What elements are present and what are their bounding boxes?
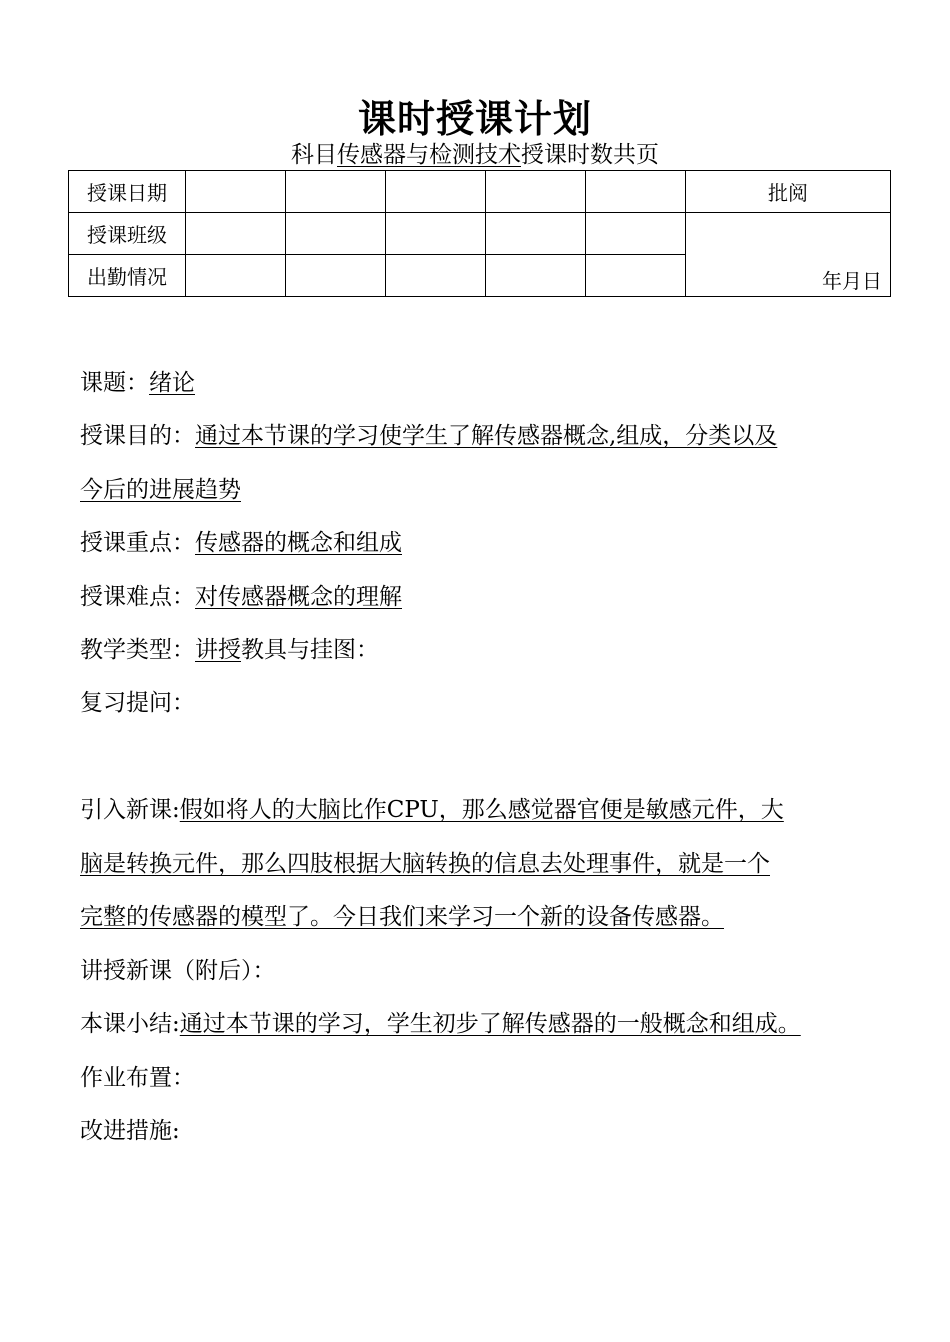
subject-line	[0, 140, 950, 170]
review-question-label: 复习提问：	[80, 690, 195, 716]
review-date: 年月日	[686, 213, 891, 297]
new-lesson-label: 讲授新课（附后）：	[80, 958, 276, 984]
table-cell	[186, 213, 286, 255]
table-cell	[386, 213, 486, 255]
intro-line-2	[80, 849, 770, 879]
page-title: 课时授课计划	[357, 97, 592, 141]
objective-line	[80, 421, 777, 451]
topic-value: 绪论	[149, 370, 195, 396]
objective-value-cont: 今后的进展趋势	[80, 477, 241, 503]
table-cell	[586, 171, 686, 213]
summary-value: 通过本节课的学习，学生初步了解传感器的一般概念和组成。	[179, 1011, 801, 1037]
summary-line	[80, 1009, 801, 1039]
objective-label: 授课目的：	[80, 423, 195, 449]
table-cell	[186, 171, 286, 213]
table-cell	[486, 213, 586, 255]
new-lesson-line	[80, 956, 276, 986]
teaching-aids-label: 教具与挂图：	[241, 637, 379, 663]
intro-label: 引入新课:	[80, 797, 180, 823]
homework-label: 作业布置：	[80, 1065, 195, 1091]
improvement-line	[80, 1116, 180, 1146]
table-cell	[286, 255, 386, 297]
table-cell	[386, 255, 486, 297]
summary-label: 本课小结:	[80, 1011, 180, 1037]
improvement-label: 改进措施:	[80, 1118, 180, 1144]
table-cell	[386, 171, 486, 213]
intro-value-end: 完整的传感器的模型了。今日我们来学习一个新的设备传感器。	[80, 904, 724, 930]
table-cell	[186, 255, 286, 297]
table-cell	[486, 171, 586, 213]
difficulty-label: 授课难点：	[80, 584, 195, 610]
table-cell	[586, 213, 686, 255]
intro-line	[80, 795, 784, 825]
key-point-value: 传感器的概念和组成	[195, 530, 402, 556]
difficulty-line	[80, 582, 402, 612]
intro-line-3	[80, 902, 724, 932]
review-question-line	[80, 688, 195, 718]
homework-line	[80, 1063, 195, 1093]
teaching-type-label: 教学类型：	[80, 637, 195, 663]
row-label-class: 授课班级	[69, 213, 186, 255]
difficulty-value: 对传感器概念的理解	[195, 584, 402, 610]
key-point-line	[80, 528, 402, 558]
table-row	[69, 171, 891, 213]
objective-value: 通过本节课的学习使学生了解传感器概念,组成，分类以及	[195, 423, 778, 449]
row-label-attendance: 出勤情况	[69, 255, 186, 297]
subject-name: 传感器与检测技术	[337, 142, 521, 168]
intro-value: 假如将人的大脑比作CPU，那么感觉器官便是敏感元件，大	[179, 797, 784, 823]
teaching-type-value: 讲授	[195, 637, 241, 663]
review-label: 批阅	[686, 171, 891, 213]
key-point-label: 授课重点：	[80, 530, 195, 556]
teaching-type-line	[80, 635, 379, 665]
table-cell	[286, 213, 386, 255]
objective-line-2	[80, 475, 241, 505]
topic-line	[80, 368, 195, 398]
subject-suffix: 授课时数共页	[521, 142, 659, 168]
schedule-table	[68, 170, 891, 297]
table-cell	[486, 255, 586, 297]
intro-value-cont: 脑是转换元件，那么四肢根据大脑转换的信息去处理事件，就是一个	[80, 851, 770, 877]
subject-prefix: 科目	[291, 142, 337, 168]
table-cell	[286, 171, 386, 213]
row-label-date: 授课日期	[69, 171, 186, 213]
topic-label: 课题：	[80, 370, 149, 396]
table-row	[69, 213, 891, 255]
table-cell	[586, 255, 686, 297]
